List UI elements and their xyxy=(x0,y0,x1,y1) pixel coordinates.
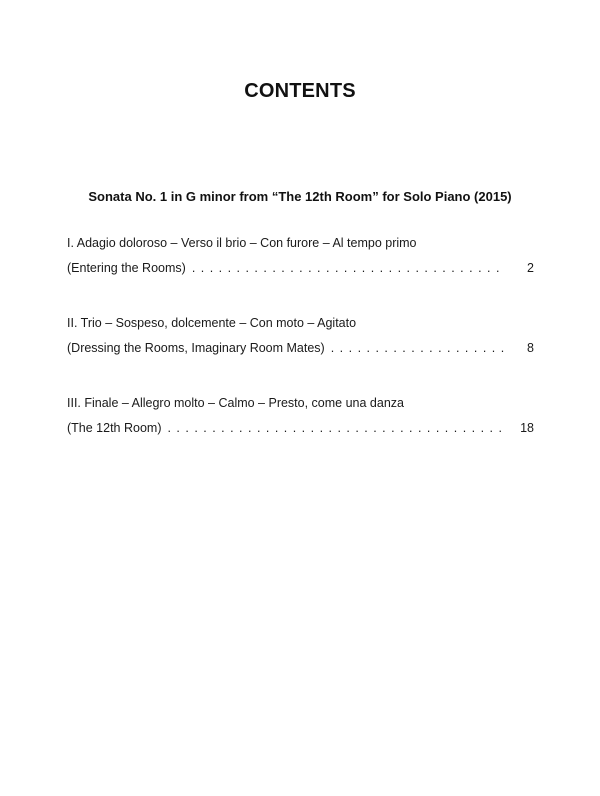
page-number: 2 xyxy=(527,261,534,275)
toc-entry-line xyxy=(67,260,534,277)
dot-leader xyxy=(167,420,506,437)
page-number: 18 xyxy=(520,421,534,435)
page-number: 8 xyxy=(527,341,534,355)
work-title: Sonata No. 1 in G minor from “The 12th Room” for Solo Piano (2015) xyxy=(88,189,512,204)
toc-entry-1 xyxy=(67,235,534,277)
dot-leader xyxy=(192,260,506,277)
movement-title: III. Finale – Allegro molto – Calmo – Presto, come una danza xyxy=(67,396,404,410)
toc-list xyxy=(67,235,534,475)
toc-entry-line xyxy=(67,340,534,357)
movement-title: I. Adagio doloroso – Verso il brio – Con furore – Al tempo primo xyxy=(67,236,417,250)
dot-leader xyxy=(331,340,506,357)
movement-subtitle: (The 12th Room) xyxy=(67,421,162,435)
toc-entry-3 xyxy=(67,395,534,437)
page-heading: CONTENTS xyxy=(244,80,356,102)
toc-entry-2 xyxy=(67,315,534,357)
movement-title: II. Trio – Sospeso, dolcemente – Con moto – Agitato xyxy=(67,316,357,330)
movement-subtitle: (Entering the Rooms) xyxy=(67,261,186,275)
toc-entry-line xyxy=(67,420,534,437)
movement-subtitle: (Dressing the Rooms, Imaginary Room Mates) xyxy=(67,341,325,355)
